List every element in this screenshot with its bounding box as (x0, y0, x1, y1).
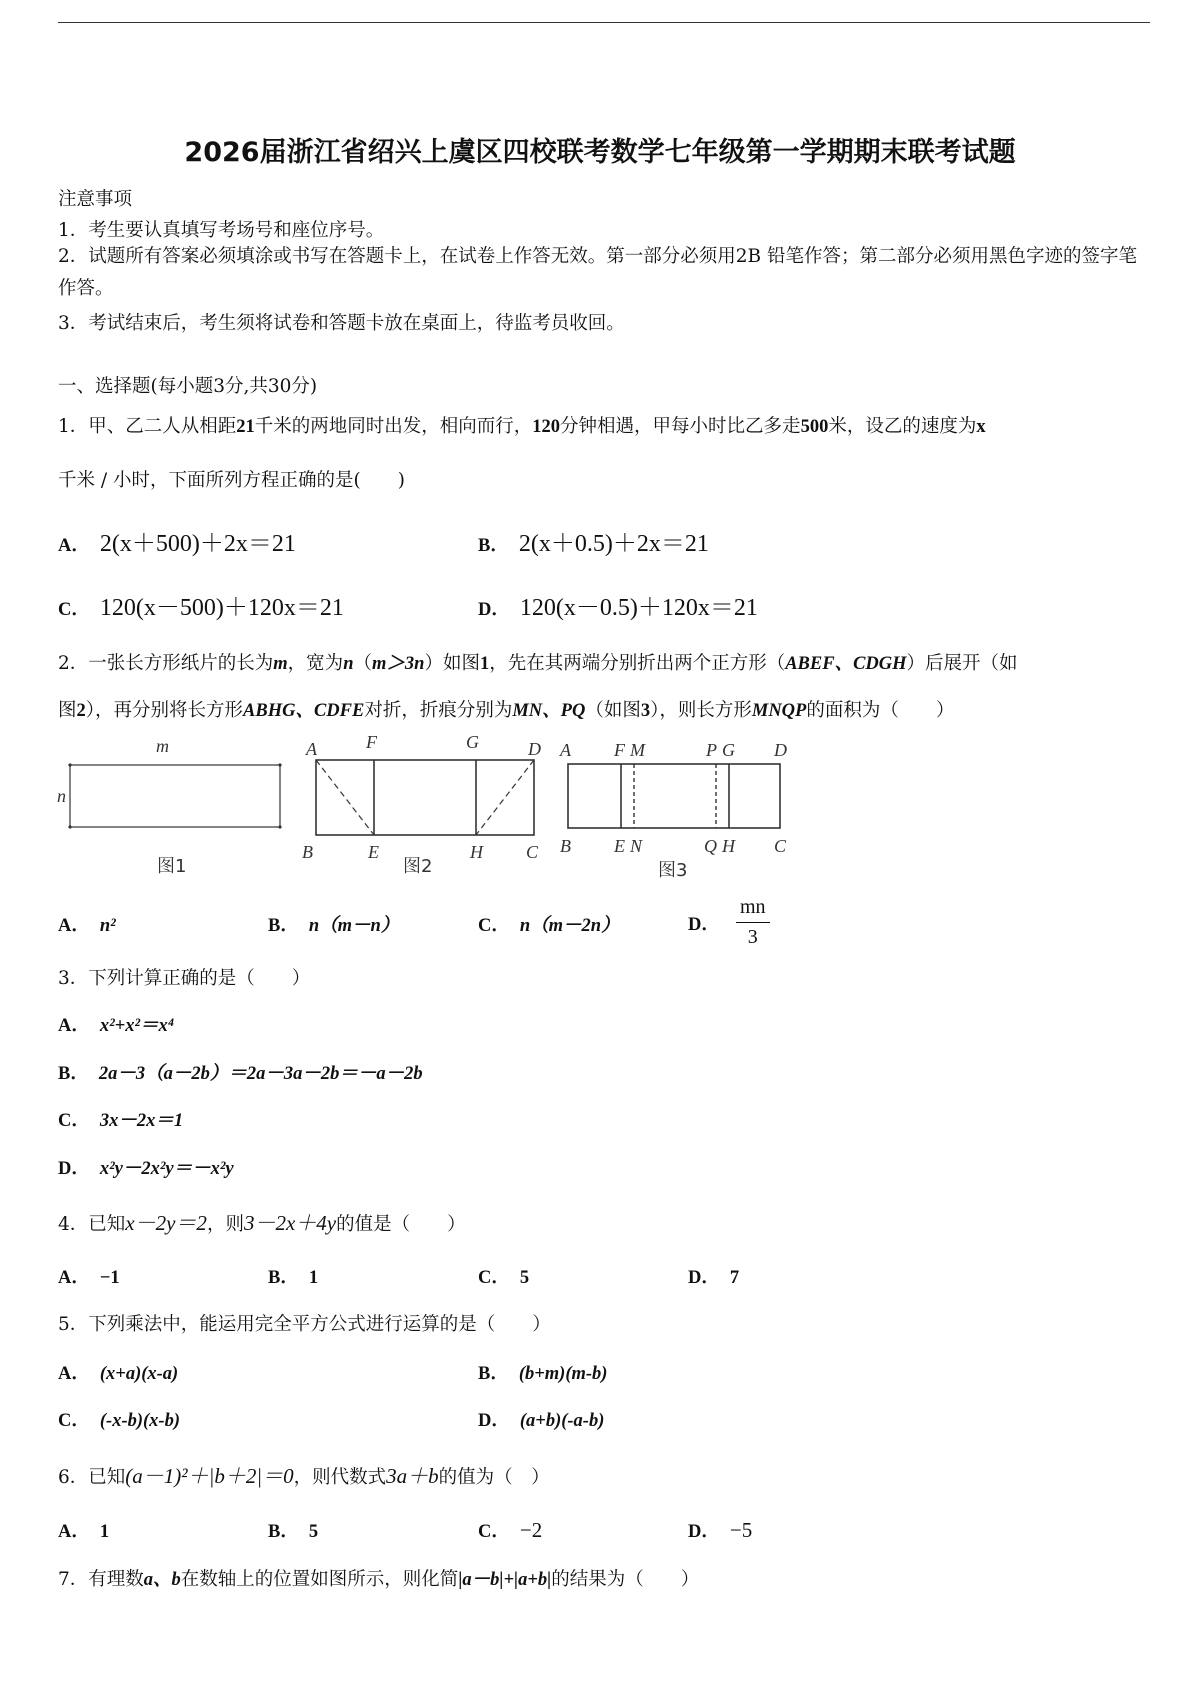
q2-stem-line1: 2．一张长方形纸片的长为m，宽为n（m＞3n）如图1，先在其两端分别折出两个正方形（ABEF、CDGH）后展开（如 (58, 653, 1018, 674)
q6-option-b: B． 5 (268, 1522, 319, 1542)
fig3-label-n: N (630, 836, 643, 856)
fig3-label-e: E (614, 836, 625, 856)
fig2-label-b: B (302, 842, 313, 862)
fig3-label-b: B (560, 836, 571, 856)
fig3-label-q: Q (704, 836, 717, 856)
q2-stem-line2: 图2），再分别将长方形ABHG、CDFE对折，折痕分别为MN、PQ（如图3），则长方形MNQP的面积为（ ） (58, 700, 955, 721)
q2-option-c: C． n（m－2n） (478, 916, 620, 936)
q1-option-d: D． 120(x－0.5)＋120x＝21 (478, 595, 758, 621)
q1-option-b: B． 2(x＋0.5)＋2x＝21 (478, 531, 709, 557)
fig2-label-d: D (528, 739, 541, 759)
fig3-label-d: D (774, 740, 787, 760)
q4-option-b: B． 1 (268, 1268, 319, 1288)
figure-2 (302, 732, 541, 877)
q3-stem: 3．下列计算正确的是（ ） (58, 968, 311, 989)
fig2-caption: 图2 (403, 856, 433, 877)
q3-option-a: A． x²+x²＝x⁴ (58, 1016, 175, 1036)
q1-option-a: A． 2(x＋500)＋2x＝21 (58, 531, 296, 557)
fig3-label-g: G (722, 740, 735, 760)
q1-stem-line2: 千米 / 小时，下面所列方程正确的是( ) (58, 470, 405, 491)
note-item-1: 1．考生要认真填写考场号和座位序号。 (58, 220, 385, 241)
fig2-label-a: A (306, 739, 317, 759)
q2-option-a: A． n² (58, 916, 116, 936)
q4-option-d: D． 7 (688, 1268, 740, 1288)
q5-option-d: D． (a+b)(-a-b) (478, 1411, 605, 1431)
fig3-label-a: A (560, 740, 571, 760)
note-item-3: 3．考试结束后，考生须将试卷和答题卡放在桌面上，待监考员收回。 (58, 313, 625, 334)
fig2-label-e: E (368, 842, 379, 862)
fig2-label-g: G (466, 732, 479, 752)
q4-option-a: A． −1 (58, 1268, 120, 1288)
q2-figures (0, 730, 1200, 880)
q5-option-c: C． (-x-b)(x-b) (58, 1411, 180, 1431)
fig1-label-m: m (156, 736, 169, 756)
fig2-label-h: H (470, 842, 483, 862)
figure-3 (559, 740, 787, 880)
fig3-label-f: F (614, 740, 625, 760)
page-title: 2026届浙江省绍兴上虞区四校联考数学七年级第一学期期末联考试题 (184, 137, 1016, 168)
fig3-label-c: C (774, 836, 787, 856)
q2-option-d: D． $\frac{mn}{3}$ (688, 896, 770, 949)
top-rule (58, 22, 1150, 23)
q6-option-d: D． −5 (688, 1518, 753, 1542)
q5-option-b: B． (b+m)(m-b) (478, 1364, 608, 1384)
q4-option-c: C． 5 (478, 1268, 530, 1288)
fig2-label-f: F (366, 732, 377, 752)
q5-stem: 5．下列乘法中，能运用完全平方公式进行运算的是（ ） (58, 1314, 551, 1335)
fig1-caption: 图1 (157, 856, 187, 877)
q4-stem: 4．已知x－2y＝2，则3－2x＋4y的值是（ ） (58, 1211, 466, 1235)
fig1-label-n: n (57, 786, 66, 806)
q3-option-d: D． x²y－2x²y＝－x²y (58, 1159, 234, 1179)
note-item-2: 2．试题所有答案必须填涂或书写在答题卡上，在试卷上作答无效。第一部分必须用2B 铅笔作答；第二部分必须用黑色字迹的签字笔作答。 (58, 246, 1138, 299)
fraction: $\frac{mn}{3}$ (736, 896, 770, 949)
q1-option-c: C． 120(x－500)＋120x＝21 (58, 595, 344, 621)
q6-option-c: C． −2 (478, 1518, 543, 1542)
q2-option-b: B． n（m－n） (268, 916, 400, 936)
section-heading: 一、选择题(每小题3分,共30分) (58, 376, 318, 397)
fig3-label-m: M (630, 740, 645, 760)
q1-stem-line1: 1．甲、乙二人从相距21千米的两地同时出发，相向而行，120分钟相遇，甲每小时比乙多走500米，设乙的速度为x (58, 416, 986, 437)
fig2-label-c: C (526, 842, 539, 862)
q6-option-a: A． 1 (58, 1522, 110, 1542)
notes-heading: 注意事项 (58, 189, 133, 210)
q7-stem: 7．有理数a、b在数轴上的位置如图所示，则化简|a－b|+|a+b|的结果为（ ） (58, 1569, 700, 1590)
q3-option-b: B． 2a－3（a－2b）＝2a－3a－2b＝－a－2b (58, 1064, 423, 1084)
fig3-label-p: P (706, 740, 717, 760)
figure-1 (57, 736, 282, 877)
fig3-caption: 图3 (658, 860, 688, 880)
q3-option-c: C． 3x－2x＝1 (58, 1111, 184, 1131)
q6-stem: 6．已知(a－1)²＋|b＋2|＝0，则代数式3a＋b的值为（ ） (58, 1464, 550, 1488)
fig3-label-h: H (722, 836, 735, 856)
q5-option-a: A． (x+a)(x-a) (58, 1364, 179, 1384)
